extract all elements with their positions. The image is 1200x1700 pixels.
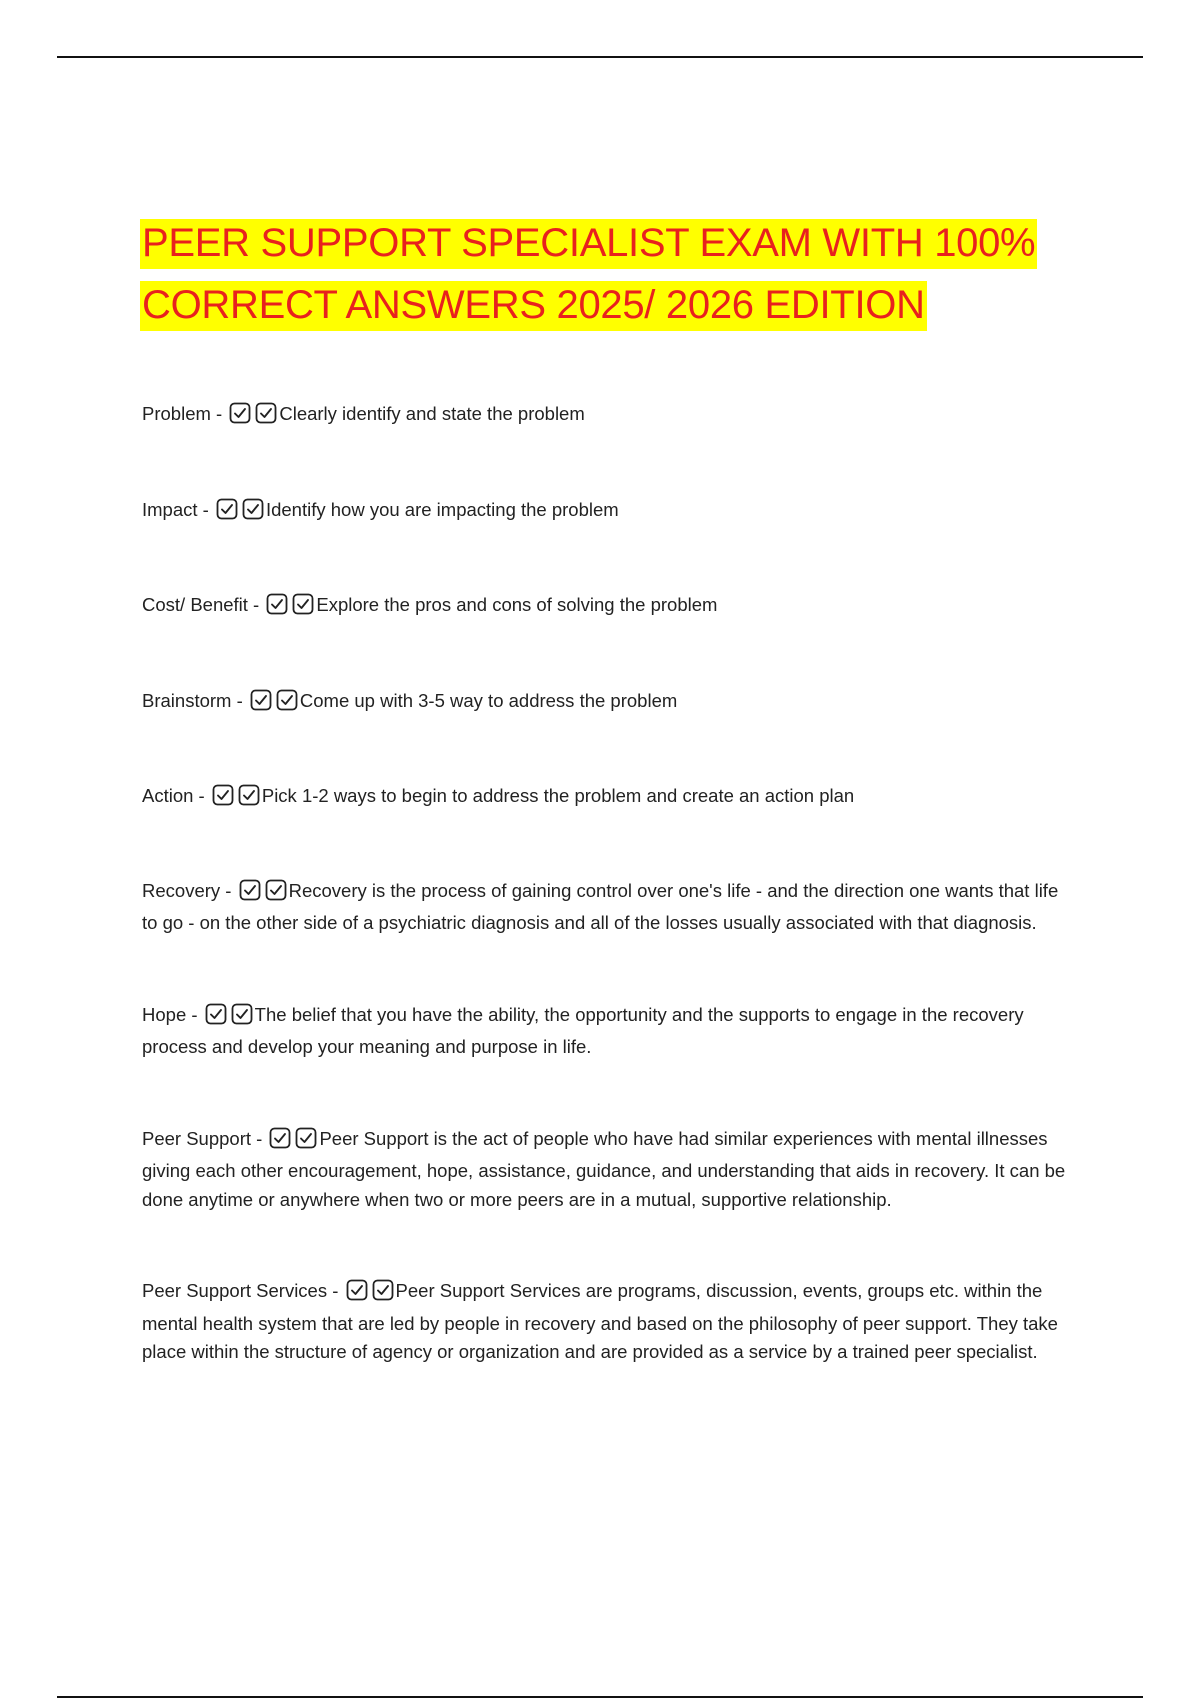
entry-definition: Peer Support is the act of people who have had similar experiences with mental illnesses giving each other encouragement, hope, assistance, guidance, and understanding that aids in recovery. It can be done anytime or anywhere when two or more peers are in a mutual, supportive relationship. [142, 1127, 1066, 1210]
checkmarks [212, 784, 261, 815]
qa-entry [142, 1125, 1072, 1215]
entry-term: Recovery - [142, 879, 232, 901]
entry-term: Action - [142, 785, 205, 806]
entry-term: Peer Support - [142, 1127, 263, 1149]
entry-definition: Recovery is the process of gaining control over one's life - and the direction one wants that life to go - on the other side of a psychiatric diagnosis and all of the losses usually associated with that diagnosis. [142, 879, 1059, 933]
checkbox-checked-icon [372, 1279, 394, 1301]
entry-term: Brainstorm - [142, 689, 243, 711]
entry-definition: Clearly identify and state the problem [279, 403, 585, 424]
checkmarks [216, 498, 265, 529]
qa-entry [142, 591, 1072, 624]
entry-term: Peer Support Services - [142, 1280, 339, 1301]
checkbox-checked-icon [238, 784, 260, 806]
qa-entry [142, 1001, 1072, 1062]
entry-definition: Come up with 3-5 way to address the problem [299, 689, 678, 711]
checkbox-checked-icon [265, 879, 287, 901]
page-title [140, 212, 1100, 336]
checkbox-checked-icon [346, 1279, 368, 1301]
qa-entry [142, 782, 1072, 815]
checkbox-checked-icon [255, 402, 277, 424]
checkbox-checked-icon [216, 498, 238, 520]
qa-entry [142, 687, 1072, 720]
checkbox-checked-icon [205, 1003, 227, 1025]
entry-definition: Peer Support Services are programs, discussion, events, groups etc. within the mental health system that are led by people in recovery and based on the philosophy of peer support. They take place within the structure of agency or organization and are provided as a service by a trained peer specialist. [142, 1280, 1058, 1362]
checkmarks [266, 593, 315, 624]
entry-term: Hope - [142, 1003, 198, 1025]
entry-term: Cost/ Benefit - [142, 594, 260, 615]
checkbox-checked-icon [231, 1003, 253, 1025]
checkmarks [229, 402, 278, 433]
footer-rule [57, 1696, 1143, 1698]
checkbox-checked-icon [229, 402, 251, 424]
header-rule [57, 56, 1143, 58]
checkbox-checked-icon [242, 498, 264, 520]
checkbox-checked-icon [266, 593, 288, 615]
checkbox-checked-icon [269, 1127, 291, 1149]
qa-entry [142, 400, 1072, 433]
entry-definition: Pick 1-2 ways to begin to address the problem and create an action plan [261, 785, 855, 806]
qa-entry [142, 1277, 1072, 1367]
entry-definition: Explore the pros and cons of solving the problem [316, 594, 718, 615]
qa-entry [142, 877, 1072, 938]
checkbox-checked-icon [212, 784, 234, 806]
checkmarks [269, 1127, 318, 1158]
entry-term: Impact - [142, 498, 209, 520]
entry-definition: Identify how you are impacting the problem [265, 498, 619, 520]
entry-term: Problem - [142, 403, 223, 424]
checkbox-checked-icon [239, 879, 261, 901]
checkmarks [346, 1279, 395, 1310]
checkbox-checked-icon [250, 689, 272, 711]
qa-list [142, 400, 1072, 1385]
checkmarks [205, 1003, 254, 1034]
checkmarks [239, 879, 288, 910]
title-highlight: PEER SUPPORT SPECIALIST EXAM WITH 100% CORRECT ANSWERS 2025/ 2026 EDITION [140, 219, 1037, 331]
checkbox-checked-icon [276, 689, 298, 711]
checkbox-checked-icon [295, 1127, 317, 1149]
checkbox-checked-icon [292, 593, 314, 615]
entry-definition: The belief that you have the ability, the opportunity and the supports to engage in the recovery process and develop your meaning and purpose in life. [142, 1003, 1024, 1057]
checkmarks [250, 689, 299, 720]
qa-entry [142, 496, 1072, 529]
